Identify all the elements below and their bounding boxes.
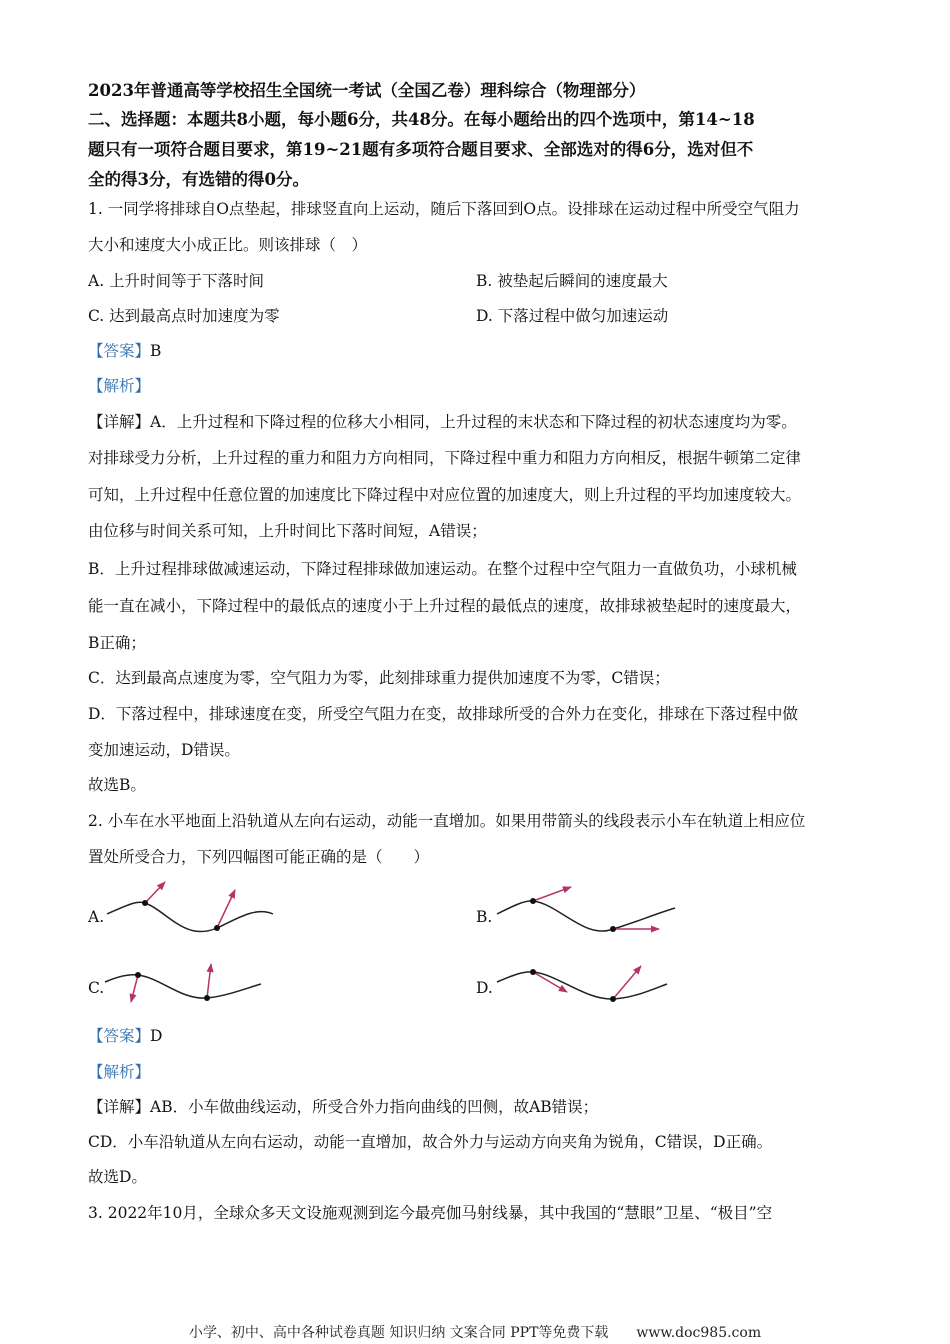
q1-detail-line (88, 411, 797, 433)
position-dot (214, 925, 220, 931)
section-instructions-line-2: 题只有一项符合题目要求，第19~21题有多项符合题目要求、全部选对的得6分，选对但不 (88, 140, 754, 159)
answer-tag: 【答案】 (88, 1027, 151, 1045)
track-curve (497, 972, 667, 999)
q1-conclusion: 故选B。 (88, 776, 146, 794)
detail-tag: 【详解】 (88, 1098, 151, 1116)
position-dot (135, 972, 141, 978)
position-dot (610, 996, 616, 1002)
force-arrow (217, 890, 235, 928)
q1-option-b: B. 被垫起后瞬间的速度最大 (476, 272, 668, 290)
position-dot (204, 995, 210, 1001)
q2-figure-d-label: D. (476, 979, 493, 997)
q2-detail-line: CD．小车沿轨道从左向右运动，动能一直增加，故合外力与运动方向夹角为锐角，C错误，D正确。 (88, 1133, 773, 1151)
q2-figure-c-label: C. (88, 979, 105, 997)
q1-option-a: A. 上升时间等于下落时间 (88, 272, 265, 290)
answer-value: B (150, 342, 162, 360)
force-arrow (131, 975, 138, 1002)
exam-title: 2023年普通高等学校招生全国统一考试（全国乙卷）理科综合（物理部分） (88, 81, 646, 100)
answer-tag: 【答案】 (88, 342, 151, 360)
section-instructions-line-1: 二、选择题：本题共8小题，每小题6分，共48分。在每小题给出的四个选项中，第14~18 (88, 110, 755, 129)
q2-detail-line (88, 1096, 598, 1118)
force-arrow (145, 882, 165, 903)
force-arrow (207, 964, 211, 998)
track-curve (497, 901, 675, 931)
q3-stem-line-1: 3. 2022年10月，全球众多天文设施观测到迄今最亮伽马射线暴，其中我国的“慧眼”卫星、“极目”空 (88, 1204, 773, 1222)
q1-detail-line: 变加速运动，D错误。 (88, 741, 240, 759)
track-curve (105, 975, 261, 998)
q1-detail-line: B．上升过程排球做减速运动，下降过程排球做加速运动。在整个过程中空气阻力一直做负功，小球机械 (88, 560, 797, 578)
q2-figure-a-label: A. (88, 908, 105, 926)
position-dot (142, 900, 148, 906)
position-dot (530, 969, 536, 975)
q1-option-d: D. 下落过程中做匀加速运动 (476, 307, 669, 325)
page-footer: 小学、初中、高中各种试卷真题 知识归纳 文案合同 PPT等免费下载 www.doc985.com (188, 1325, 762, 1341)
q2-conclusion: 故选D。 (88, 1168, 147, 1186)
q2-figure-d (495, 962, 675, 1012)
force-arrow (533, 887, 571, 901)
q1-option-c: C. 达到最高点时加速度为零 (88, 307, 280, 325)
q2-analysis-tag: 【解析】 (88, 1063, 151, 1081)
section-instructions-line-3: 全的得3分，有选错的得0分。 (88, 170, 309, 189)
q1-detail-line: 由位移与时间关系可知，上升时间比下落时间短，A错误； (88, 522, 487, 540)
q2-figure-b (495, 878, 685, 948)
q2-stem-line-1: 2. 小车在水平地面上沿轨道从左向右运动，动能一直增加。如果用带箭头的线段表示小车在轨道上相应位 (88, 812, 806, 830)
q1-analysis-tag: 【解析】 (88, 377, 151, 395)
detail-text: A．上升过程和下降过程的位移大小相同，上升过程的末状态和下降过程的初状态速度均为零。 (150, 413, 797, 431)
q2-answer (88, 1025, 162, 1047)
q2-figure-c (103, 960, 268, 1010)
q1-detail-line: C．达到最高点速度为零，空气阻力为零，此刻排球重力提供加速度不为零，C错误； (88, 669, 670, 687)
q1-detail-line: 可知，上升过程中任意位置的加速度比下降过程中对应位置的加速度大，则上升过程的平均加速度较大。 (88, 486, 802, 504)
detail-tag: 【详解】 (88, 413, 151, 431)
position-dot (610, 926, 616, 932)
q1-detail-line: 能一直在减小，下降过程中的最低点的速度小于上升过程的最低点的速度，故排球被垫起时的速度最大， (88, 597, 802, 615)
track-curve (107, 902, 273, 931)
q1-detail-line: 对排球受力分析，上升过程的重力和阻力方向相同，下降过程中重力和阻力方向相反，根据牛顿第二定律 (88, 449, 802, 467)
q2-figure-b-label: B. (476, 908, 493, 926)
q2-figure-a (105, 872, 280, 942)
position-dot (530, 898, 536, 904)
q1-stem-line-2: 大小和速度大小成正比。则该排球（ ） (88, 236, 368, 254)
q2-stem-line-2: 置处所受合力，下列四幅图可能正确的是（ ） (88, 848, 430, 866)
q1-detail-line: B正确； (88, 634, 146, 652)
q1-stem-line-1: 1. 一同学将排球自O点垫起，排球竖直向上运动，随后下落回到O点。设排球在运动过程中所受空气阻力 (88, 200, 800, 218)
q1-answer (88, 340, 161, 362)
detail-text: AB．小车做曲线运动，所受合外力指向曲线的凹侧，故AB错误； (150, 1098, 599, 1116)
q1-detail-line: D．下落过程中，排球速度在变，所受空气阻力在变，故排球所受的合外力在变化，排球在下落过程中做 (88, 705, 798, 723)
answer-value: D (150, 1027, 163, 1045)
